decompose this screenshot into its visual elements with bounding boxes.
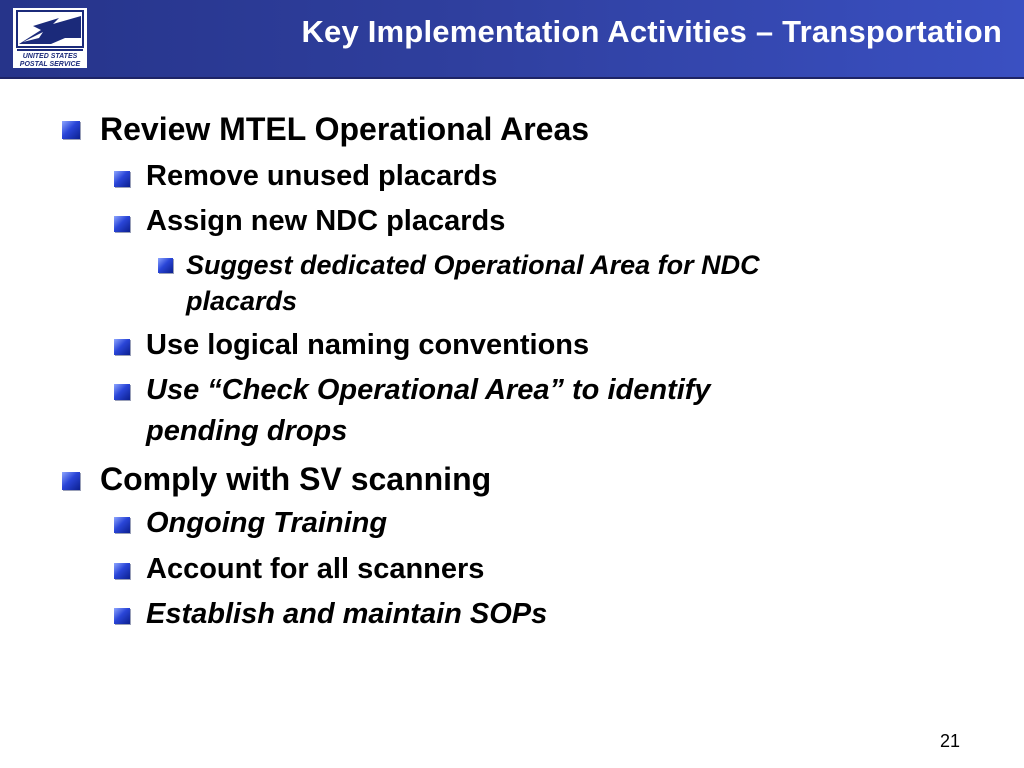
logo-text-line1: UNITED STATES	[22, 53, 78, 60]
square-bullet-icon	[114, 171, 130, 187]
square-bullet-icon	[114, 384, 130, 400]
outline-item-1-1: Remove unused placards	[146, 160, 498, 192]
square-bullet-icon	[62, 121, 80, 139]
square-bullet-icon	[114, 216, 130, 232]
outline-item-1-2-1-line1: Suggest dedicated Operational Area for NDC	[186, 250, 760, 280]
square-bullet-icon	[114, 339, 130, 355]
square-bullet-icon	[114, 608, 130, 624]
outline-item-1-2: Assign new NDC placards	[146, 205, 506, 237]
slide-title: Key Implementation Activities – Transportation	[301, 14, 1002, 49]
outline-item-2-3: Establish and maintain SOPs	[146, 598, 548, 630]
outline-item-2-2: Account for all scanners	[146, 553, 485, 585]
outline-item-1-3: Use logical naming conventions	[146, 329, 590, 361]
square-bullet-icon	[114, 517, 130, 533]
square-bullet-icon	[114, 563, 130, 579]
outline-item-1-2-1-line2: placards	[186, 286, 298, 316]
page-number: 21	[939, 731, 960, 751]
square-bullet-icon	[62, 472, 80, 490]
outline-item-1-4-line2: pending drops	[146, 415, 348, 447]
outline-item-2-1: Ongoing Training	[146, 507, 388, 539]
outline-item-1: Review MTEL Operational Areas	[100, 111, 590, 147]
logo-text-line2: POSTAL SERVICE	[19, 61, 81, 68]
square-bullet-icon	[158, 258, 173, 273]
outline-item-2: Comply with SV scanning	[100, 461, 492, 497]
outline-item-1-4-line1: Use “Check Operational Area” to identify	[146, 374, 711, 406]
